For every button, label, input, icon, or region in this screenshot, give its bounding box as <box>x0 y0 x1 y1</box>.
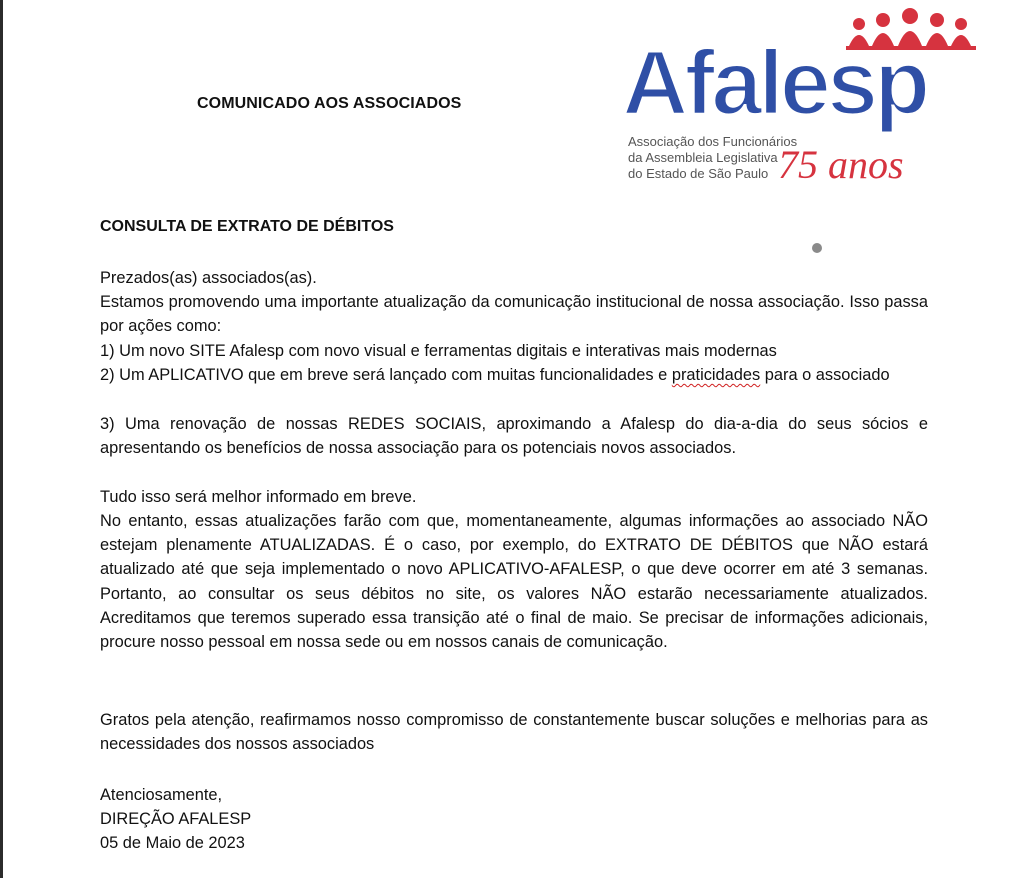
afalesp-logo <box>618 6 1014 188</box>
signoff: Atenciosamente, <box>100 786 223 804</box>
anniversary-mark: 75 anos <box>778 142 904 187</box>
brand-wordmark: Afalesp <box>622 32 927 134</box>
document-date: 05 de Maio de 2023 <box>100 834 245 852</box>
greeting: Prezados(as) associados(as). <box>100 269 317 287</box>
closing-paragraph: Gratos pela atenção, reafirmamos nosso compromisso de constantemente buscar soluções e melhorias para as necessidades dos nossos associados <box>100 711 928 754</box>
info-intro: Tudo isso será melhor informado em breve. <box>100 488 417 506</box>
document-heading: COMUNICADO AOS ASSOCIADOS <box>197 95 462 112</box>
org-name-line-3: do Estado de São Paulo <box>628 166 769 181</box>
spellcheck-underlined-word: praticidades <box>671 366 761 384</box>
list-item-3: 3) Uma renovação de nossas REDES SOCIAIS, aproximando a Afalesp do dia-a-dia do seus sócios e apresentando os benefícios de nossa associação para os potenciais novos associados. <box>100 415 928 458</box>
org-name-line-1: Associação dos Funcionários <box>628 134 798 149</box>
list-item-1: 1) Um novo SITE Afalesp com novo visual e ferramentas digitais e interativas mais modernas <box>100 342 777 360</box>
intro-paragraph: Estamos promovendo uma importante atualização da comunicação institucional de nossa associação. Isso passa por ações como: <box>100 293 928 336</box>
page-edge-rule <box>0 0 3 878</box>
signature: DIREÇÃO AFALESP <box>100 810 252 828</box>
list-item-2-end: para o associado <box>760 366 890 384</box>
info-paragraph: No entanto, essas atualizações farão com que, momentaneamente, algumas informações ao associado NÃO estejam plenamente ATUALIZADAS. É o caso, por exemplo, do EXTRATO DE DÉBITOS que NÃO estará atualizado até que seja implementado o novo APLICATIVO-AFALESP, o que deve ocorrer em até 3 semanas. Portanto, ao consultar os seus débitos no site, os valores NÃO estarão necessariamente atualizados. Acreditamos que teremos superado essa transição até o final de maio. Se precisar de informações adicionais, procure nosso pessoal em nossa sede ou em nossos canais de comunicação. <box>100 512 928 652</box>
list-item-2-start: 2) Um APLICATIVO que em breve será lançado com muitas funcionalidades e <box>100 366 672 384</box>
list-item-2 <box>100 363 928 387</box>
org-name-line-2: da Assembleia Legislativa <box>628 150 778 165</box>
document-subheading: CONSULTA DE EXTRATO DE DÉBITOS <box>100 218 394 235</box>
gray-dot-marker <box>812 243 822 253</box>
